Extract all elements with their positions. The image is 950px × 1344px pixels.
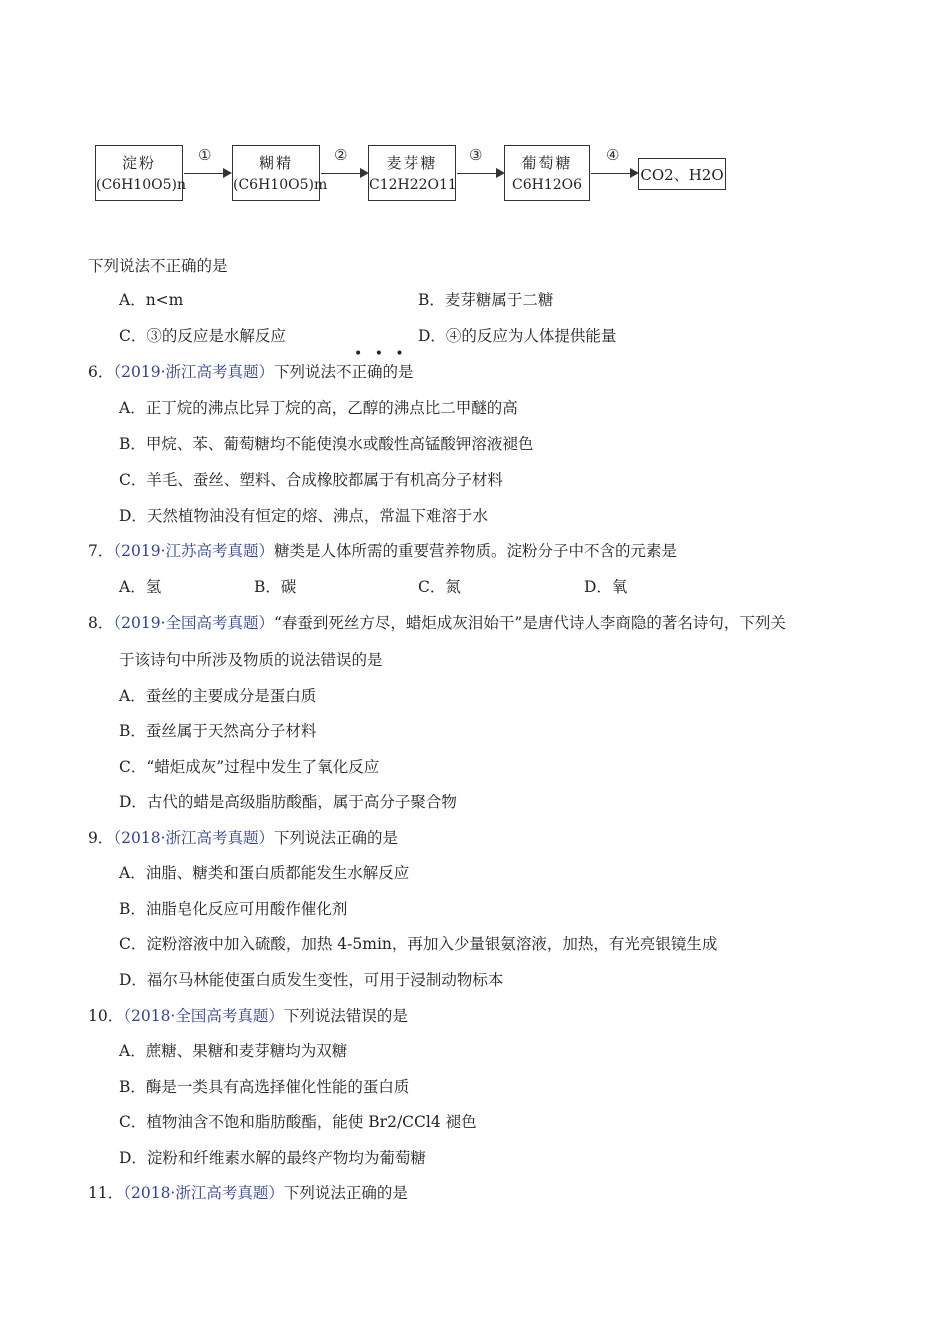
q6-stem: 下列说法不正确的是: [274, 363, 414, 381]
q9-header: [88, 828, 398, 848]
q9-option-b: B．油脂皂化反应可用酸作催化剂: [119, 900, 348, 918]
q7-option-b: B．碳: [254, 578, 297, 596]
q8-option-c: C．“蜡炬成灰”过程中发生了氧化反应: [119, 758, 380, 776]
q10-option-c: C．植物油含不饱和脂肪酸酯，能使 Br2/CCl4 褪色: [119, 1113, 477, 1131]
q8-stem-continued: 于该诗句中所涉及物质的说法错误的是: [119, 651, 383, 669]
step-4-label: ④: [606, 146, 620, 164]
q10-header: [88, 1006, 408, 1026]
reaction-diagram: [0, 0, 950, 240]
q6-option-a: A．正丁烷的沸点比异丁烷的高，乙醇的沸点比二甲醚的高: [119, 399, 518, 417]
q5-option-c: C．③的反应是水解反应: [119, 327, 286, 345]
q9-number: 9．: [88, 829, 114, 847]
starch-formula: (C6H10O5)n: [96, 177, 186, 193]
q8-header: [88, 613, 786, 633]
q10-source: （2018·全国高考真题）: [123, 1007, 284, 1025]
starch-box: [95, 145, 186, 201]
q5-stem: 下列说法不正确的是: [88, 257, 228, 275]
q9-stem: 下列说法正确的是: [274, 829, 399, 847]
q6-option-c: C．羊毛、蚕丝、塑料、合成橡胶都属于有机高分子材料: [119, 471, 503, 489]
arrow-1: [184, 173, 230, 174]
q8-option-b: B．蚕丝属于天然高分子材料: [119, 722, 317, 740]
q8-source: （2019·全国高考真题）: [113, 614, 274, 632]
maltose-name: 麦芽糖: [386, 154, 438, 172]
dextrin-name: 糊精: [258, 154, 293, 172]
q6-number: 6．: [88, 363, 114, 381]
q9-option-a: A．油脂、糖类和蛋白质都能发生水解反应: [119, 864, 410, 882]
maltose-box: [368, 145, 456, 201]
q11-header: [88, 1183, 408, 1203]
q10-option-d: D．淀粉和纤维素水解的最终产物均为葡萄糖: [119, 1149, 426, 1167]
glucose-name: 葡萄糖: [521, 154, 573, 172]
q7-stem: 糖类是人体所需的重要营养物质。淀粉分子中不含的元素是: [274, 542, 678, 560]
dextrin-formula: (C6H10O5)m: [233, 177, 328, 193]
glucose-box: [504, 145, 590, 201]
q8-option-d: D．古代的蜡是高级脂肪酸酯，属于高分子聚合物: [119, 793, 457, 811]
step-2-label: ②: [334, 146, 348, 164]
q6-option-b: B．甲烷、苯、葡萄糖均不能使溴水或酸性高锰酸钾溶液褪色: [119, 435, 534, 453]
glucose-formula: C6H12O6: [511, 177, 583, 193]
q10-option-b: B．酶是一类具有高选择催化性能的蛋白质: [119, 1078, 410, 1096]
q7-header: [88, 541, 677, 561]
dextrin-box: [232, 145, 328, 201]
q10-option-a: A．蔗糖、果糖和麦芽糖均为双糖: [119, 1042, 348, 1060]
step-3-label: ③: [469, 146, 483, 164]
emphasis-dots: • • •: [354, 346, 408, 362]
q7-number: 7．: [88, 542, 114, 560]
products-name: CO2、H2O: [640, 166, 724, 184]
q8-number: 8．: [88, 614, 114, 632]
q6-header: [88, 362, 414, 382]
arrow-2: [321, 173, 367, 174]
q11-stem: 下列说法正确的是: [283, 1184, 408, 1202]
q7-option-c: C．氮: [418, 578, 461, 596]
q9-option-c: C．淀粉溶液中加入硫酸，加热 4-5min，再加入少量银氨溶液，加热，有光亮银镜生成: [119, 935, 718, 953]
q9-option-d: D．福尔马林能使蛋白质发生变性，可用于浸制动物标本: [119, 971, 504, 989]
q7-source: （2019·江苏高考真题）: [113, 542, 274, 560]
step-1-label: ①: [198, 146, 212, 164]
q9-source: （2018·浙江高考真题）: [113, 829, 274, 847]
q11-number: 11．: [88, 1184, 124, 1202]
q10-number: 10．: [88, 1007, 124, 1025]
q7-option-d: D．氧: [584, 578, 628, 596]
maltose-formula: C12H22O11: [369, 177, 457, 193]
q7-option-a: A．氢: [119, 578, 162, 596]
q5-option-a: A．n<m: [119, 291, 184, 309]
q8-option-a: A．蚕丝的主要成分是蛋白质: [119, 687, 317, 705]
starch-name: 淀粉: [121, 154, 156, 172]
arrow-3: [457, 173, 503, 174]
q5-option-d: D．④的反应为人体提供能量: [418, 327, 617, 345]
q8-stem: “春蚕到死丝方尽，蜡炬成灰泪始干”是唐代诗人李商隐的著名诗句，下列关: [274, 614, 786, 632]
products-box: [638, 158, 726, 190]
q6-option-d: D．天然植物油没有恒定的熔、沸点，常温下难溶于水: [119, 507, 488, 525]
q6-source: （2019·浙江高考真题）: [113, 363, 274, 381]
q10-stem: 下列说法错误的是: [283, 1007, 408, 1025]
q5-option-b: B．麦芽糖属于二糖: [418, 291, 554, 309]
arrow-4: [591, 173, 637, 174]
q11-source: （2018·浙江高考真题）: [123, 1184, 284, 1202]
